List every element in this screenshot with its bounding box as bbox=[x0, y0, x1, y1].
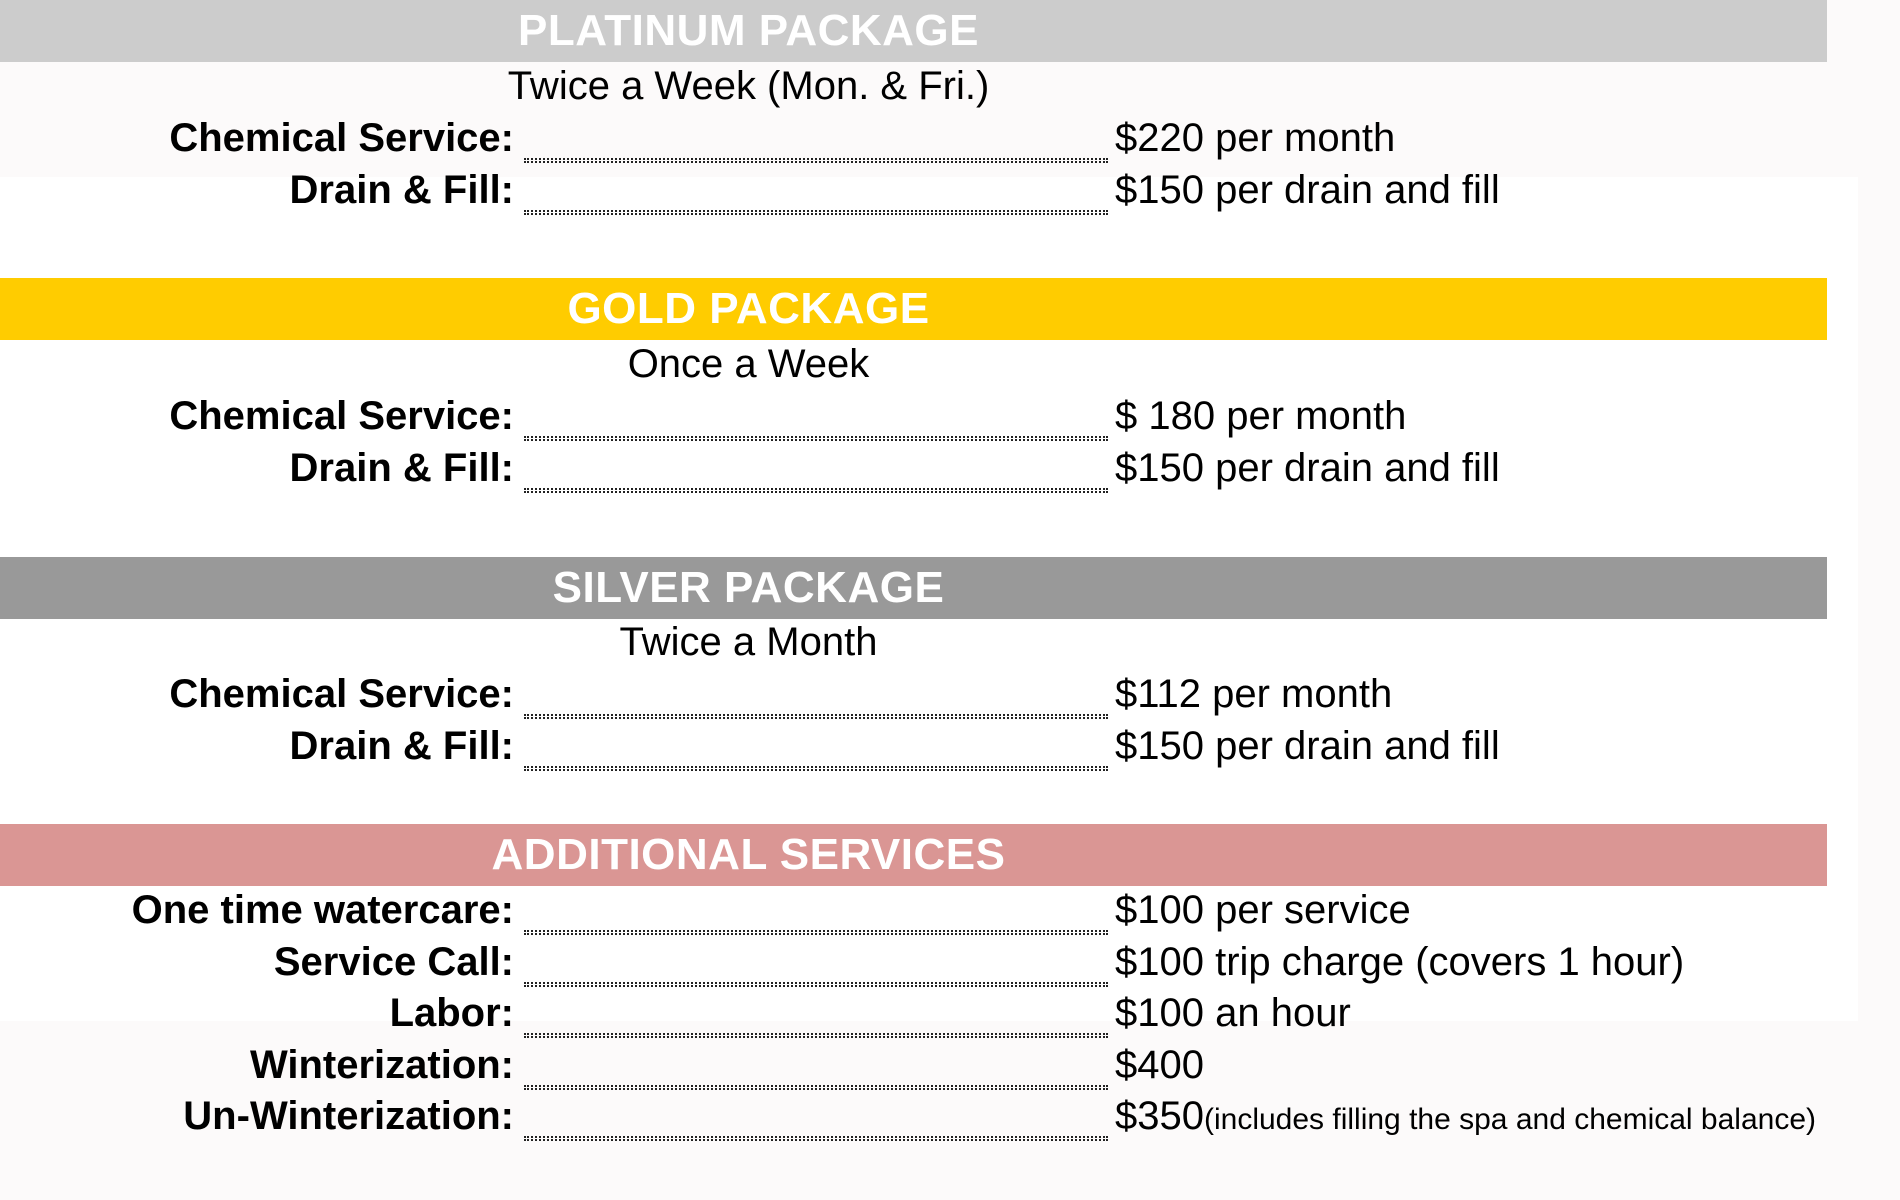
gold-frequency: Once a Week bbox=[627, 342, 870, 386]
row-label: Labor: bbox=[389, 991, 514, 1035]
row-label: Drain & Fill: bbox=[289, 724, 514, 768]
row-label: Drain & Fill: bbox=[289, 446, 514, 490]
dotted-leader bbox=[524, 210, 1108, 215]
dotted-leader bbox=[524, 488, 1108, 493]
dotted-leader bbox=[524, 436, 1108, 441]
row-price: $220 per month bbox=[1115, 116, 1396, 160]
dotted-leader bbox=[524, 982, 1108, 987]
additional-services-band bbox=[0, 824, 1827, 886]
silver-package-title: SILVER PACKAGE bbox=[552, 563, 945, 612]
row-label: Chemical Service: bbox=[169, 672, 514, 716]
row-price: $150 per drain and fill bbox=[1115, 446, 1500, 490]
dotted-leader bbox=[524, 1136, 1108, 1141]
row-label: Winterization: bbox=[249, 1043, 514, 1087]
dotted-leader bbox=[524, 714, 1108, 719]
row-label: Service Call: bbox=[273, 940, 514, 984]
gold-package-band bbox=[0, 278, 1827, 340]
row-price: $150 per drain and fill bbox=[1115, 724, 1500, 768]
row-price: $150 per drain and fill bbox=[1115, 168, 1500, 212]
dotted-leader bbox=[524, 158, 1108, 163]
additional-services-title: ADDITIONAL SERVICES bbox=[491, 830, 1006, 879]
dotted-leader bbox=[524, 1033, 1108, 1038]
row-price bbox=[1115, 1090, 1816, 1146]
price-amount: $350 bbox=[1115, 1094, 1204, 1138]
platinum-package-band bbox=[0, 0, 1827, 62]
row-label: Chemical Service: bbox=[169, 394, 514, 438]
platinum-package-title: PLATINUM PACKAGE bbox=[517, 6, 980, 55]
silver-package-band bbox=[0, 557, 1827, 619]
price-note: (includes filling the spa and chemical balance) bbox=[1203, 1103, 1816, 1136]
row-price: $112 per month bbox=[1115, 672, 1393, 716]
row-price: $100 per service bbox=[1115, 888, 1411, 932]
row-label: Un-Winterization: bbox=[183, 1094, 514, 1138]
row-price: $400 bbox=[1115, 1043, 1204, 1087]
dotted-leader bbox=[524, 930, 1108, 935]
row-label: One time watercare: bbox=[131, 888, 514, 932]
gold-package-title: GOLD PACKAGE bbox=[567, 284, 930, 333]
platinum-frequency: Twice a Week (Mon. & Fri.) bbox=[507, 64, 990, 108]
silver-frequency: Twice a Month bbox=[619, 620, 878, 664]
row-price: $100 trip charge (covers 1 hour) bbox=[1115, 940, 1685, 984]
row-price: $100 an hour bbox=[1115, 991, 1351, 1035]
row-label: Drain & Fill: bbox=[289, 168, 514, 212]
row-price: $ 180 per month bbox=[1115, 394, 1407, 438]
dotted-leader bbox=[524, 1085, 1108, 1090]
row-label: Chemical Service: bbox=[169, 116, 514, 160]
dotted-leader bbox=[524, 766, 1108, 771]
